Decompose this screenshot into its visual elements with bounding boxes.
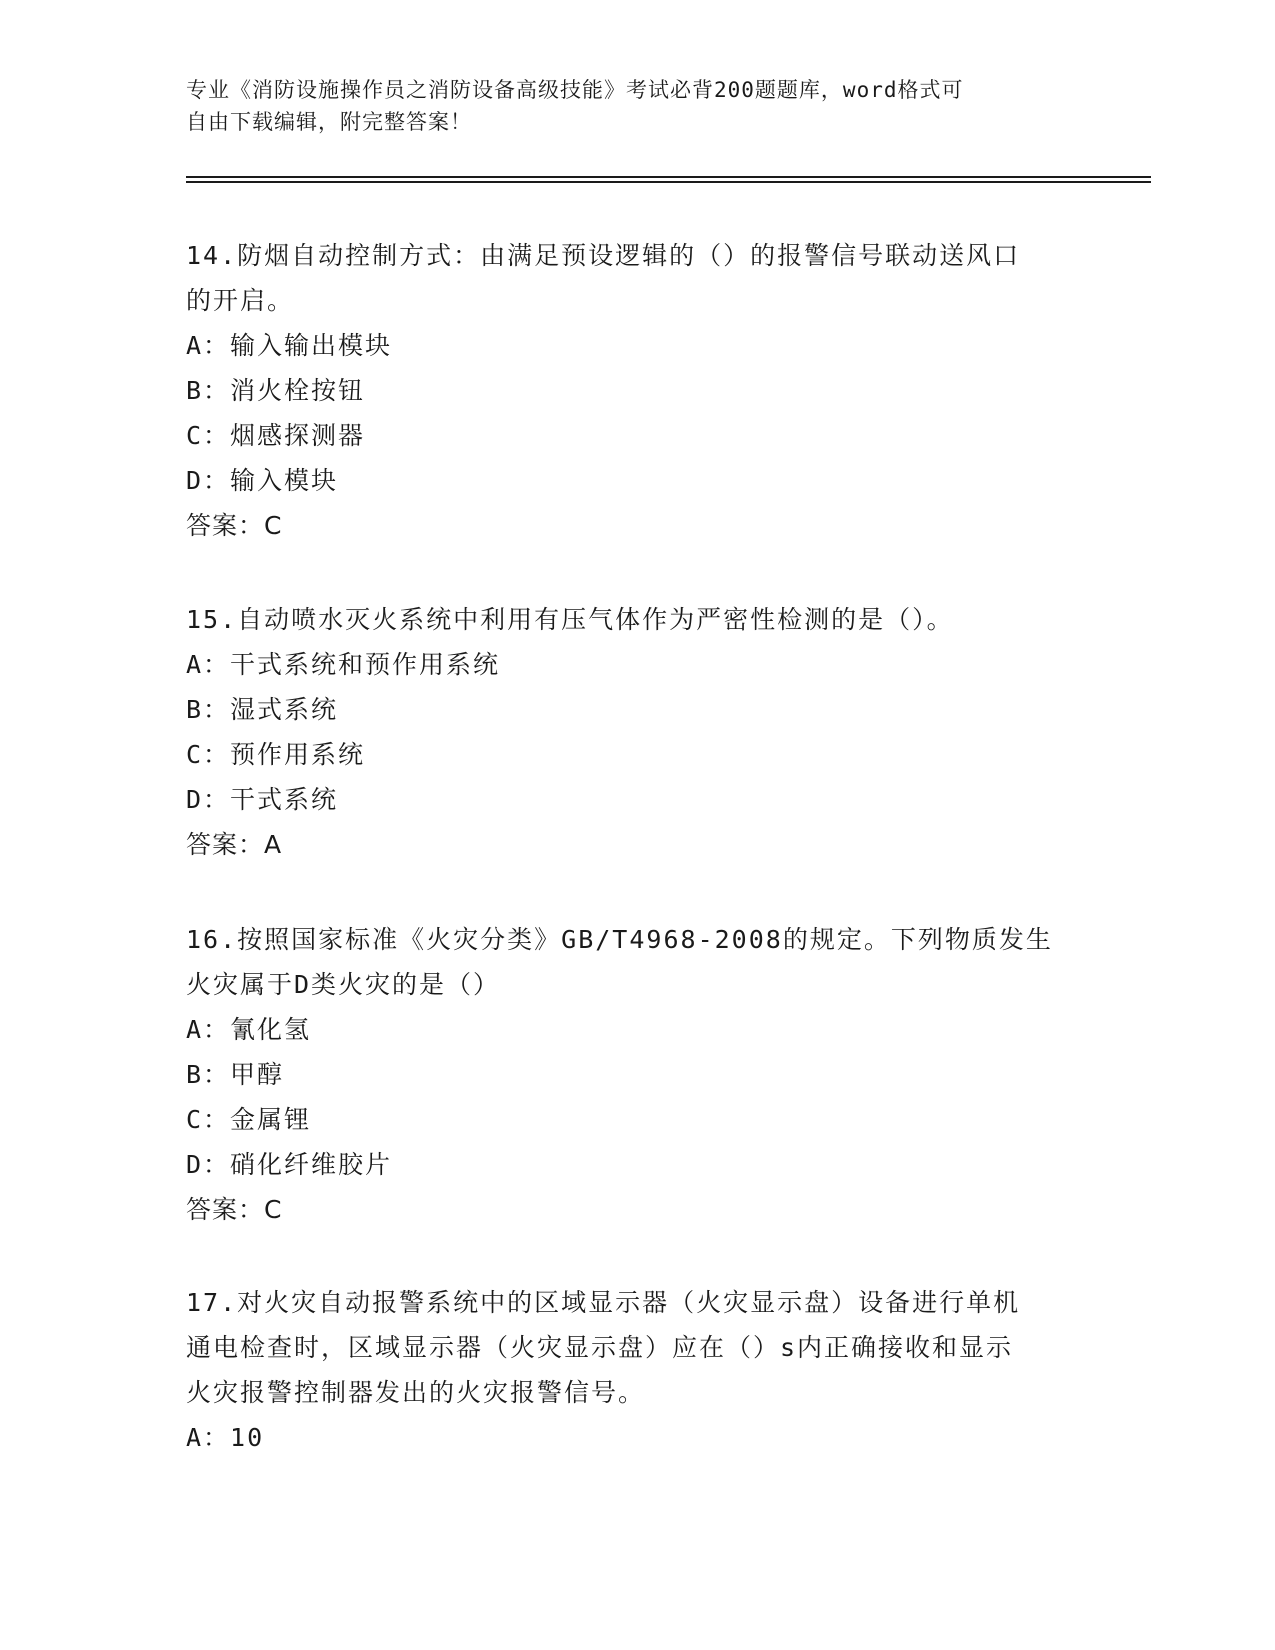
- question-stem-line: 15.自动喷水灭火系统中利用有压气体作为严密性检测的是（）。: [186, 605, 954, 634]
- question-16: [186, 917, 1086, 1232]
- option-d: D：干式系统: [186, 785, 339, 814]
- header-divider-bottom: [186, 181, 1151, 183]
- option-d: D：硝化纤维胶片: [186, 1150, 393, 1179]
- question-stem-line: 火灾属于D类火灾的是（）: [186, 970, 501, 999]
- question-stem-line: 火灾报警控制器发出的火灾报警信号。: [186, 1378, 646, 1407]
- question-14: [186, 233, 1086, 548]
- option-d: D：输入模块: [186, 466, 339, 495]
- option-c: C：预作用系统: [186, 740, 366, 769]
- header-line-1: 专业《消防设施操作员之消防设备高级技能》考试必背200题题库，word格式可: [186, 78, 964, 102]
- header-line-2: 自由下载编辑，附完整答案！: [186, 110, 472, 134]
- option-a: A：氰化氢: [186, 1015, 312, 1044]
- option-b: B：甲醇: [186, 1060, 285, 1089]
- answer-label: 答案：C: [186, 511, 283, 540]
- option-b: B：消火栓按钮: [186, 376, 366, 405]
- option-b: B：湿式系统: [186, 695, 339, 724]
- question-17: [186, 1280, 1086, 1460]
- question-15: [186, 597, 1086, 867]
- option-c: C：烟感探测器: [186, 421, 366, 450]
- question-stem-line: 的开启。: [186, 286, 295, 315]
- answer-label: 答案：C: [186, 1195, 283, 1224]
- header-divider-top: [186, 176, 1151, 178]
- option-a: A：干式系统和预作用系统: [186, 650, 501, 679]
- document-header: [186, 74, 1066, 138]
- option-a: A：输入输出模块: [186, 331, 393, 360]
- question-stem-line: 17.对火灾自动报警系统中的区域显示器（火灾显示盘）设备进行单机: [186, 1288, 1021, 1317]
- question-stem-line: 通电检查时，区域显示器（火灾显示盘）应在（）s内正确接收和显示: [186, 1333, 1014, 1362]
- option-c: C：金属锂: [186, 1105, 312, 1134]
- question-stem-line: 16.按照国家标准《火灾分类》GB/T4968-2008的规定。下列物质发生: [186, 925, 1053, 954]
- question-stem-line: 14.防烟自动控制方式：由满足预设逻辑的（）的报警信号联动送风口: [186, 241, 1021, 270]
- option-a: A：10: [186, 1423, 265, 1452]
- answer-label: 答案：A: [186, 830, 283, 859]
